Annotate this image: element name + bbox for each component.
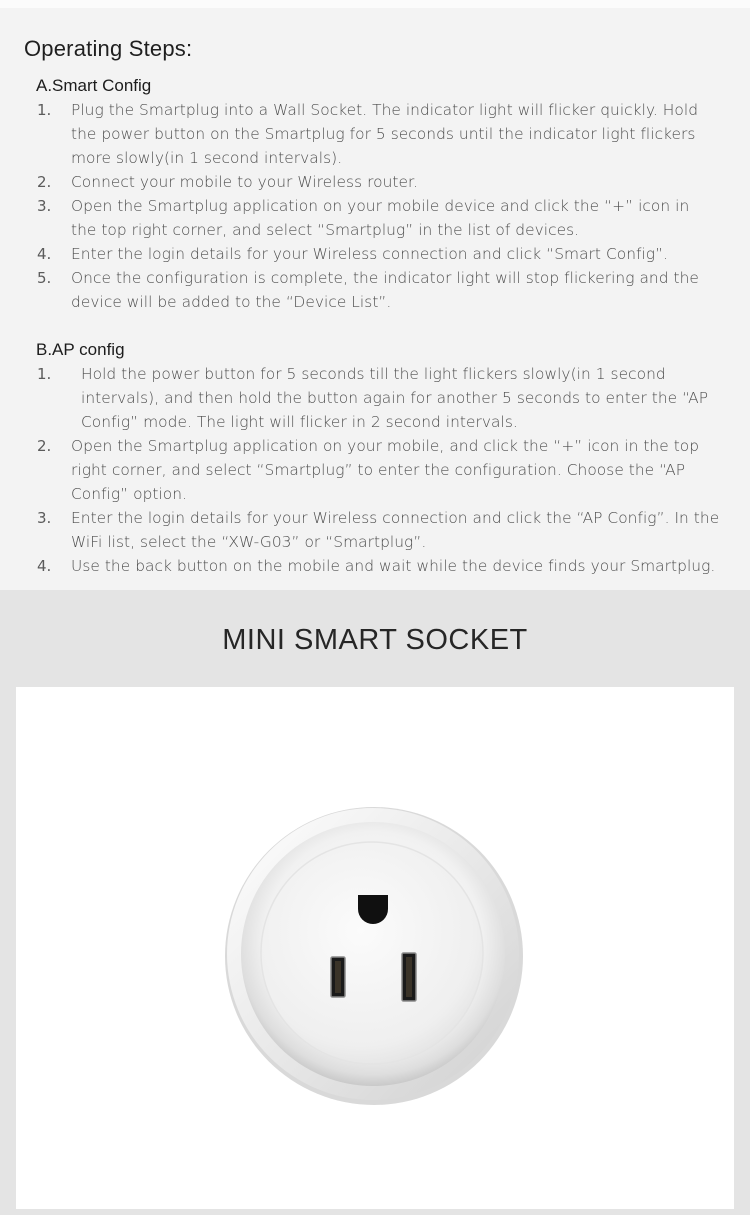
step-line: WiFi list, select the “XW-G03” or “Smartplug”. — [71, 533, 427, 551]
step-line: Config” option. — [71, 485, 188, 503]
step-line: Use the back button on the mobile and wait while the device finds your Smartplug. — [71, 557, 716, 575]
socket-face — [261, 842, 483, 1064]
smart-plug-image — [16, 687, 734, 1209]
step-line: Once the configuration is complete, the indicator light will stop flickering and the — [71, 269, 699, 287]
left-slot-contact — [335, 961, 341, 993]
page-heading: Operating Steps: — [24, 36, 193, 61]
step-line: Plug the Smartplug into a Wall Socket. The indicator light will flicker quickly. Hold — [71, 101, 699, 119]
right-slot-contact — [406, 957, 412, 997]
step-number: 4. — [37, 557, 52, 575]
section-a-title: A.Smart Config — [36, 76, 152, 95]
step-number: 2. — [37, 437, 52, 455]
step-line: Open the Smartplug application on your mobile, and click the “+” icon in the top — [71, 437, 700, 455]
step-line: intervals), and then hold the button again for another 5 seconds to enter the “AP — [81, 389, 709, 407]
step-line: Hold the power button for 5 seconds till the light flickers slowly(in 1 second — [81, 365, 666, 383]
step-number: 3. — [37, 197, 52, 215]
step-line: device will be added to the “Device List”. — [71, 293, 392, 311]
step-line: the power button on the Smartplug for 5 seconds until the indicator light flickers — [71, 125, 696, 143]
product-photo — [16, 687, 734, 1209]
step-number: 1. — [37, 101, 52, 119]
step-number: 3. — [37, 509, 52, 527]
step-line: Connect your mobile to your Wireless router. — [71, 173, 418, 191]
section-b-title: B.AP config — [36, 340, 125, 359]
step-line: more slowly(in 1 second intervals). — [71, 149, 343, 167]
top-strip — [0, 0, 750, 8]
step-line: Open the Smartplug application on your mobile device and click the “+” icon in — [71, 197, 690, 215]
step-number: 4. — [37, 245, 52, 263]
step-line: Enter the login details for your Wireless connection and click “Smart Config”. — [71, 245, 669, 263]
step-line: Config” mode. The light will flicker in 2 second intervals. — [81, 413, 518, 431]
product-title: MINI SMART SOCKET — [222, 624, 528, 656]
step-line: Enter the login details for your Wireless connection and click the “AP Config”. In the — [71, 509, 720, 527]
step-number: 1. — [37, 365, 52, 383]
ground-hole — [358, 895, 388, 924]
step-number: 5. — [37, 269, 52, 287]
step-line: right corner, and select “Smartplug” to enter the configuration. Choose the “AP — [71, 461, 686, 479]
step-number: 2. — [37, 173, 52, 191]
step-line: the top right corner, and select “Smartplug” in the list of devices. — [71, 221, 580, 239]
